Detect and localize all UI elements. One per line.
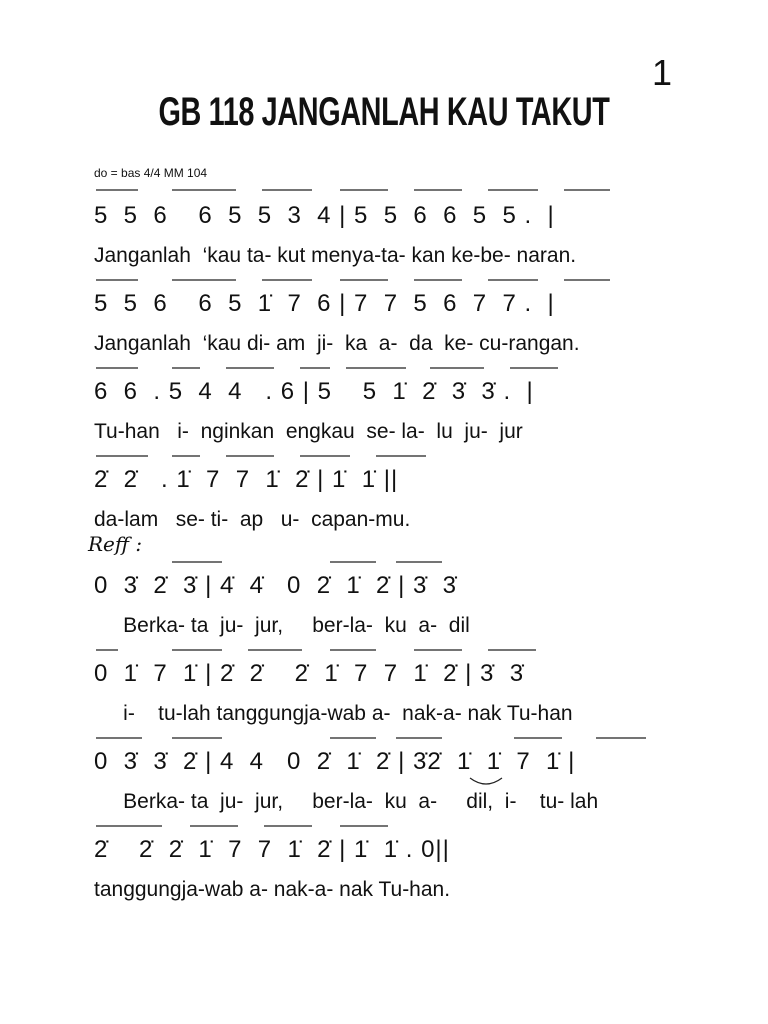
- lyrics-row-2: Janganlah ‘kau di- am ji- ka a- da ke- cu-rangan.: [94, 332, 580, 355]
- notation-row-4: 2̇ 2̇ . 1̇ 7 7 1̇ 2̇ | 1̇ 1̇ ||: [94, 466, 399, 493]
- notation-row-7: 0 3̇ 3̇ 2̇ | 4 4 0 2̇ 1̇ 2̇ | 3̇2̇ 1̇ 1̇ 7 1̇ |: [94, 748, 576, 775]
- page-number: 1: [652, 52, 673, 93]
- tempo-key-info: do = bas 4/4 MM 104: [94, 166, 208, 180]
- lyrics-row-8: tanggungja-wab a- nak-a- nak Tu-han.: [94, 878, 451, 901]
- reff-label: Reff :: [88, 532, 143, 556]
- lyrics-row-1: Janganlah ‘kau ta- kut menya-ta- kan ke-be- naran.: [94, 244, 577, 267]
- notation-row-8: 2̇ 2̇ 2̇ 1̇ 7 7 1̇ 2̇ | 1̇ 1̇ . 0||: [94, 836, 450, 863]
- notation-row-2: 5 5 6 6 5 1̇ 7 6 | 7 7 5 6 7 7 . |: [94, 290, 555, 317]
- song-title: GB 118 JANGANLAH KAU TAKUT: [158, 90, 610, 134]
- lyrics-row-7: Berka- ta ju- jur, ber-la- ku a- dil, i- tu- lah: [94, 790, 599, 813]
- notation-row-5: 0 3̇ 2̇ 3̇ | 4̇ 4̇ 0 2̇ 1̇ 2̇ | 3̇ 3̇: [94, 572, 458, 599]
- lyrics-row-6: i- tu-lah tanggungja-wab a- nak-a- nak Tu-han: [94, 702, 573, 725]
- notation-row-3: 6 6 . 5 4 4 . 6 | 5 5 1̇ 2̇ 3̇ 3̇ . |: [94, 378, 534, 405]
- notation-row-6: 0 1̇ 7 1̇ | 2̇ 2̇ 2̇ 1̇ 7 7 1̇ 2̇ | 3̇ 3̇: [94, 660, 525, 687]
- lyrics-row-4: da-lam se- ti- ap u- capan-mu.: [94, 508, 411, 531]
- lyrics-row-5: Berka- ta ju- jur, ber-la- ku a- dil: [94, 614, 470, 637]
- lyrics-row-3: Tu-han i- nginkan engkau se- la- lu ju- jur: [94, 420, 523, 443]
- notation-row-1: 5 5 6 6 5 5 3 4 | 5 5 6 6 5 5 . |: [94, 202, 555, 229]
